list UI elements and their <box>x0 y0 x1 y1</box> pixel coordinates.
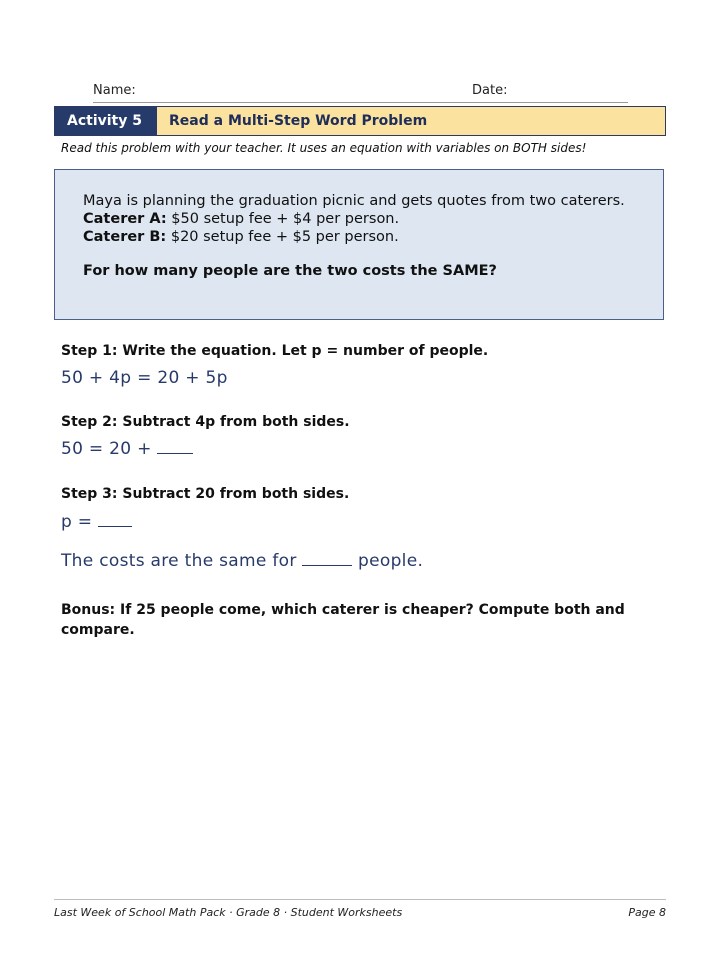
conclusion-line <box>61 551 423 571</box>
conclusion-after: people. <box>352 551 424 571</box>
bonus-question: Bonus: If 25 people come, which caterer is cheaper? Compute both and compare. <box>61 602 625 638</box>
footer-title: Last Week of School Math Pack · Grade 8 · Student Worksheets <box>54 906 403 919</box>
step-3-label: Step 3: Subtract 20 from both sides. <box>61 486 350 502</box>
name-date-line <box>93 83 628 103</box>
activity-title: Read a Multi-Step Word Problem <box>157 107 665 135</box>
date-label: Date: <box>472 83 508 98</box>
problem-question: For how many people are the two costs the SAME? <box>83 263 497 279</box>
caterer-b-line <box>83 228 643 246</box>
conclusion-answer-blank[interactable] <box>302 551 352 566</box>
activity-number: Activity 5 <box>55 107 157 135</box>
problem-intro: Maya is planning the graduation picnic and gets quotes from two caterers. <box>83 193 625 209</box>
caterer-a-label: Caterer A: <box>83 211 167 227</box>
step-1-label: Step 1: Write the equation. Let p = number of people. <box>61 343 489 359</box>
caterer-b-label: Caterer B: <box>83 229 167 245</box>
name-label: Name: <box>93 83 136 98</box>
conclusion-before: The costs are the same for <box>61 551 303 571</box>
instruction-text: Read this problem with your teacher. It uses an equation with variables on BOTH sides! <box>61 141 587 155</box>
activity-header <box>54 106 666 136</box>
page-footer <box>54 899 666 919</box>
step-2-label: Step 2: Subtract 4p from both sides. <box>61 414 350 430</box>
caterer-a-line <box>83 210 643 228</box>
problem-box <box>54 169 664 320</box>
step-2-math <box>61 439 193 459</box>
step-2-answer-blank[interactable] <box>157 439 193 454</box>
step-1-math: 50 + 4p = 20 + 5p <box>61 368 228 388</box>
step-3-math-text: p = <box>61 512 99 532</box>
caterer-b-text: $20 setup fee + $5 per person. <box>166 229 399 245</box>
step-3-answer-blank[interactable] <box>98 512 132 527</box>
step-3-math <box>61 512 132 532</box>
caterer-a-text: $50 setup fee + $4 per person. <box>166 211 400 227</box>
step-2-math-text: 50 = 20 + <box>61 439 158 459</box>
page-number: Page 8 <box>628 906 666 919</box>
